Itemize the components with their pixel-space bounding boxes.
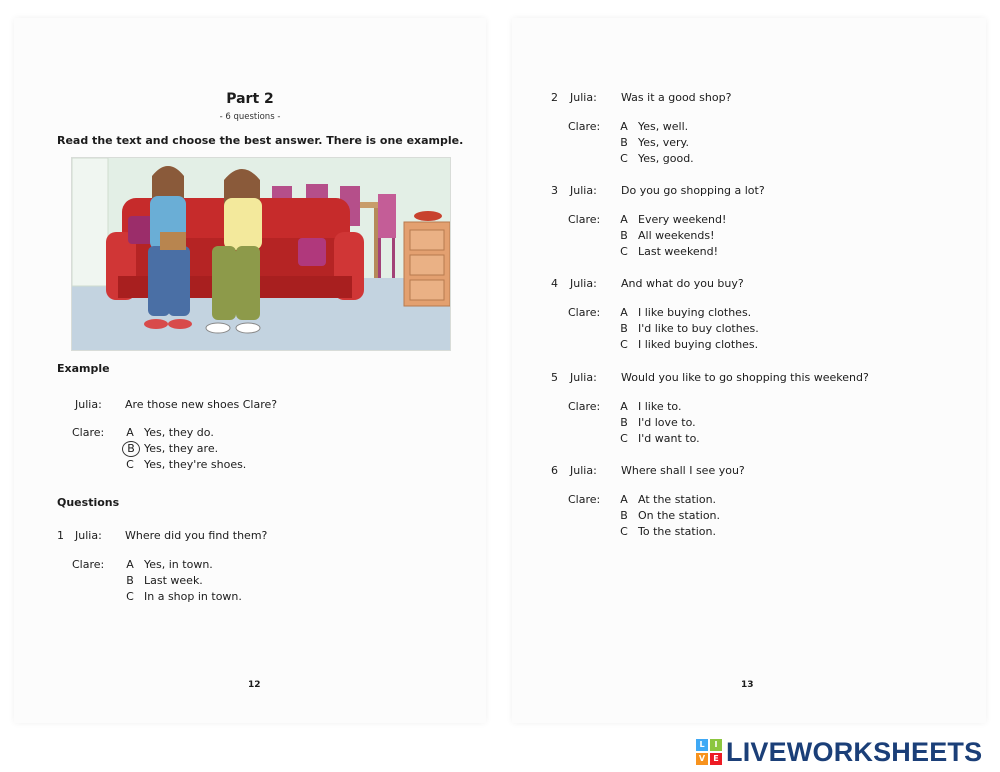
speaker-clare: Clare: xyxy=(568,306,601,319)
option-text: I like to. xyxy=(638,400,682,413)
speaker-clare: Clare: xyxy=(568,120,601,133)
sofa-scene-icon xyxy=(71,157,451,351)
speaker-julia: Julia: xyxy=(570,277,597,290)
question-text: Would you like to go shopping this weekend? xyxy=(621,371,869,384)
question-text: Was it a good shop? xyxy=(621,91,732,104)
option-letter: C xyxy=(126,458,134,471)
option-text: Last week. xyxy=(144,574,203,587)
example-speaker-julia: Julia: xyxy=(75,398,102,411)
question-text: Where did you find them? xyxy=(125,529,268,542)
option-letter: A xyxy=(620,493,628,506)
option-letter: A xyxy=(620,400,628,413)
question-number: 1 xyxy=(57,529,64,542)
option-text: To the station. xyxy=(638,525,716,538)
speaker-clare: Clare: xyxy=(72,558,105,571)
option-letter: A xyxy=(620,213,628,226)
brand-name: LIVEWORKSHEETS xyxy=(726,736,983,767)
speaker-julia: Julia: xyxy=(75,529,102,542)
left-page xyxy=(14,18,486,723)
speaker-julia: Julia: xyxy=(570,371,597,384)
example-question-text: Are those new shoes Clare? xyxy=(125,398,278,411)
option-letter: B xyxy=(620,322,628,335)
option-text: Every weekend! xyxy=(638,213,727,226)
page-number-right: 13 xyxy=(741,680,754,690)
speaker-julia: Julia: xyxy=(570,91,597,104)
option-text: Last weekend! xyxy=(638,245,719,258)
speaker-julia: Julia: xyxy=(570,464,597,477)
logo-blocks-icon xyxy=(696,739,722,765)
logo-letter: I xyxy=(710,739,722,751)
option-text: In a shop in town. xyxy=(144,590,242,603)
option-text: On the station. xyxy=(638,509,721,522)
option-text: I'd like to buy clothes. xyxy=(638,322,759,335)
question-text: Do you go shopping a lot? xyxy=(621,184,765,197)
option-letter: C xyxy=(620,152,628,165)
speaker-clare: Clare: xyxy=(568,213,601,226)
option-letter: C xyxy=(620,525,628,538)
option-text: I'd want to. xyxy=(638,432,700,445)
option-text: I'd love to. xyxy=(638,416,696,429)
page-number-left: 12 xyxy=(248,680,261,690)
option-letter: C xyxy=(620,338,628,351)
option-letter: B xyxy=(620,509,628,522)
liveworksheets-logo[interactable] xyxy=(696,737,982,767)
logo-letter: V xyxy=(696,753,708,765)
option-text: Yes, good. xyxy=(638,152,694,165)
option-letter: B xyxy=(620,229,628,242)
option-letter: A xyxy=(126,426,134,439)
speaker-julia: Julia: xyxy=(570,184,597,197)
option-text: Yes, they are. xyxy=(144,442,219,455)
speaker-clare: Clare: xyxy=(568,400,601,413)
questions-heading: Questions xyxy=(57,496,120,509)
option-letter: A xyxy=(620,120,628,133)
option-text: Yes, they do. xyxy=(144,426,214,439)
option-letter: B xyxy=(620,416,628,429)
question-number: 5 xyxy=(551,371,558,384)
part-title: Part 2 xyxy=(226,91,274,107)
option-letter: B xyxy=(620,136,628,149)
part-subtitle: - 6 questions - xyxy=(219,112,281,122)
question-number: 4 xyxy=(551,277,558,290)
option-text: I liked buying clothes. xyxy=(638,338,759,351)
option-text: At the station. xyxy=(638,493,717,506)
option-letter: C xyxy=(620,432,628,445)
option-letter: C xyxy=(126,590,134,603)
logo-letter: L xyxy=(696,739,708,751)
question-text: Where shall I see you? xyxy=(621,464,745,477)
example-heading: Example xyxy=(57,362,110,375)
question-text: And what do you buy? xyxy=(621,277,744,290)
question-number: 3 xyxy=(551,184,558,197)
option-letter: C xyxy=(620,245,628,258)
option-text: Yes, in town. xyxy=(144,558,213,571)
option-letter: A xyxy=(126,558,134,571)
option-text: Yes, well. xyxy=(638,120,689,133)
illustration-svg xyxy=(72,158,450,350)
example-speaker-clare: Clare: xyxy=(72,426,105,439)
option-text: All weekends! xyxy=(638,229,715,242)
question-number: 2 xyxy=(551,91,558,104)
logo-letter: E xyxy=(710,753,722,765)
speaker-clare: Clare: xyxy=(568,493,601,506)
option-text: I like buying clothes. xyxy=(638,306,752,319)
option-letter: B xyxy=(126,574,134,587)
right-page xyxy=(512,18,986,723)
option-text: Yes, they're shoes. xyxy=(144,458,247,471)
selected-answer-circle: B xyxy=(122,441,140,457)
instruction-text: Read the text and choose the best answer. There is one example. xyxy=(57,134,464,147)
option-letter: A xyxy=(620,306,628,319)
question-number: 6 xyxy=(551,464,558,477)
option-text: Yes, very. xyxy=(638,136,689,149)
